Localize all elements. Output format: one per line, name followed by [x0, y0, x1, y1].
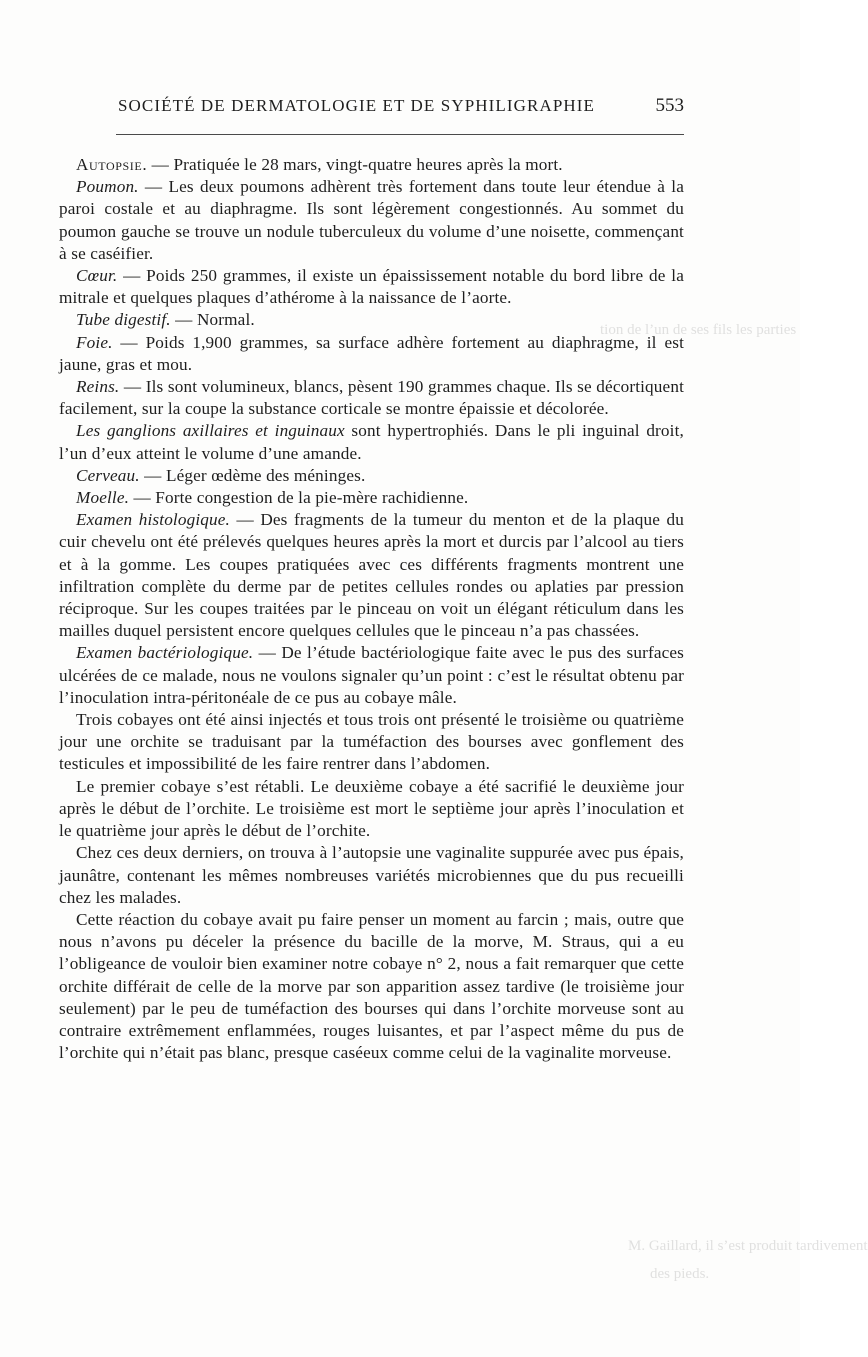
paragraph-premier-cobaye	[59, 776, 684, 843]
show-through-line: M. Gaillard, il s’est produit tardivement	[628, 1238, 868, 1254]
paragraph-lead: Autopsie.	[76, 155, 148, 174]
paragraph-lead: Cœur.	[76, 266, 118, 286]
paragraph-lead: Poumon.	[76, 177, 139, 197]
paragraph-examen-bacteriologique	[59, 642, 684, 709]
paragraph-trois-cobayes	[59, 709, 684, 776]
paragraph-text: — Ils sont volumineux, blancs, pèsent 190 grammes chaque. Ils se décortiquent facilement, sur la coupe la substance corticale se montre épaissie et décolorée.	[59, 377, 684, 419]
paragraph-text: — Normal.	[170, 310, 255, 330]
header-rule	[116, 134, 684, 135]
paragraph-text: — De l’étude bactériologique faite avec le pus des surfaces ulcérées de ce malade, nous ne voulons signaler qu’un point : c’est le résultat obtenu par l’inoculation intra-péritonéale de ce pus au cobaye mâle.	[59, 643, 684, 707]
paragraph-text: sont hypertrophiés. Dans le pli inguinal droit, l’un d’eux atteint le volume d’une amande.	[59, 421, 684, 463]
paragraph-text: — Pratiquée le 28 mars, vingt-quatre heures après la mort.	[147, 155, 563, 174]
paragraph-deux-derniers	[59, 842, 684, 909]
paragraph-text: — Poids 1,900 grammes, sa surface adhère fortement au diaphragme, il est jaune, gras et mou.	[59, 332, 684, 374]
paragraph-tube-digestif	[59, 309, 684, 331]
paragraph-lead: Tube digestif.	[76, 310, 171, 330]
paragraph-autopsie	[59, 154, 684, 176]
paragraph-cerveau	[59, 465, 684, 487]
paragraph-text: Cette réaction du cobaye avait pu faire penser un moment au farcin ; mais, outre que nous n’avons pu déceler la présence du bacille de la morve, M. Straus, qui a eu l’obligeance de vouloir bien examiner notre cobaye n° 2, nous a fait remarquer que cette orchite différait de celle de la morve par son apparition assez tardive (le troisième jour seulement) par le peu de tuméfaction des bourses qui dans l’orchite morveuse sont au contraire extrêmement enflammées, rouges luisantes, et par l’aspect même du pus de l’orchite qui n’était pas blanc, presque caséeux comme celui de la vaginalite morveuse.	[59, 909, 684, 1063]
paragraph-text: Trois cobayes ont été ainsi injectés et tous trois ont présenté le troisième ou quatrième jour une orchite se traduisant par la tuméfaction des bourses avec gonflement des testicules et impossibilité de les faire rentrer dans l’abdomen.	[59, 710, 684, 774]
paragraph-foie	[59, 332, 684, 376]
paragraph-reaction-cobaye	[59, 909, 684, 1064]
page-number: 553	[655, 95, 684, 116]
paragraph-lead: Les ganglions axillaires et inguinaux	[76, 421, 345, 441]
paragraph-coeur	[59, 265, 684, 309]
body-text	[59, 154, 684, 1064]
paragraph-lead: Reins.	[76, 377, 120, 397]
paragraph-reins	[59, 376, 684, 420]
paragraph-text: — Des fragments de la tumeur du menton et de la plaque du cuir chevelu ont été prélevés quelques heures après la mort et durcis par l’alcool au tiers et à la gomme. Les coupes pratiquées avec ces différents fragments montrent une infiltration complète du derme par de petites cellules rondes ou aplaties par pression réciproque. Sur les coupes traitées par le pinceau on voit un élégant réticulum dans les mailles duquel persistent encore quelques cellules que le pinceau n’a pas chassées.	[59, 510, 684, 641]
paragraph-text: — Léger œdème des méninges.	[139, 465, 366, 485]
paragraph-moelle	[59, 487, 684, 509]
running-header	[118, 96, 684, 122]
paragraph-lead: Examen histologique.	[76, 510, 230, 530]
show-through-line: tion de l’un de ses fils les parties	[600, 322, 797, 338]
paragraph-poumon	[59, 176, 684, 265]
paragraph-text: Chez ces deux derniers, on trouva à l’autopsie une vaginalite suppurée avec pus épais, jaunâtre, contenant les mêmes nombreuses variétés microbiennes que du pus recueilli chez les malades.	[59, 843, 684, 907]
paragraph-lead: Moelle.	[76, 488, 130, 508]
paragraph-ganglions	[59, 420, 684, 464]
paragraph-text: — Poids 250 grammes, il existe un épaississement notable du bord libre de la mitrale et quelques plaques d’athérome à la naissance de l’aorte.	[59, 266, 684, 308]
paragraph-text: Le premier cobaye s’est rétabli. Le deuxième cobaye a été sacrifié le deuxième jour après le début de l’orchite. Le troisième est mort le septième jour après l’inoculation et le quatrième jour après le début de l’orchite.	[59, 776, 684, 841]
show-through-line: des pieds.	[650, 1266, 710, 1282]
paragraph-text: — Forte congestion de la pie-mère rachidienne.	[129, 488, 469, 508]
running-title: SOCIÉTÉ DE DERMATOLOGIE ET DE SYPHILIGRAPHIE	[118, 96, 596, 115]
paragraph-lead: Cerveau.	[76, 465, 140, 485]
paragraph-text: — Les deux poumons adhèrent très fortement dans toute leur étendue à la paroi costale et au diaphragme. Ils sont légèrement congestionnés. Au sommet du poumon gauche se trouve un nodule tuberculeux du volume d’une noisette, commençant à se caséifier.	[59, 177, 684, 263]
paragraph-lead: Foie.	[76, 332, 113, 352]
paragraph-lead: Examen bactériologique.	[76, 643, 254, 663]
paragraph-examen-histologique	[59, 509, 684, 642]
